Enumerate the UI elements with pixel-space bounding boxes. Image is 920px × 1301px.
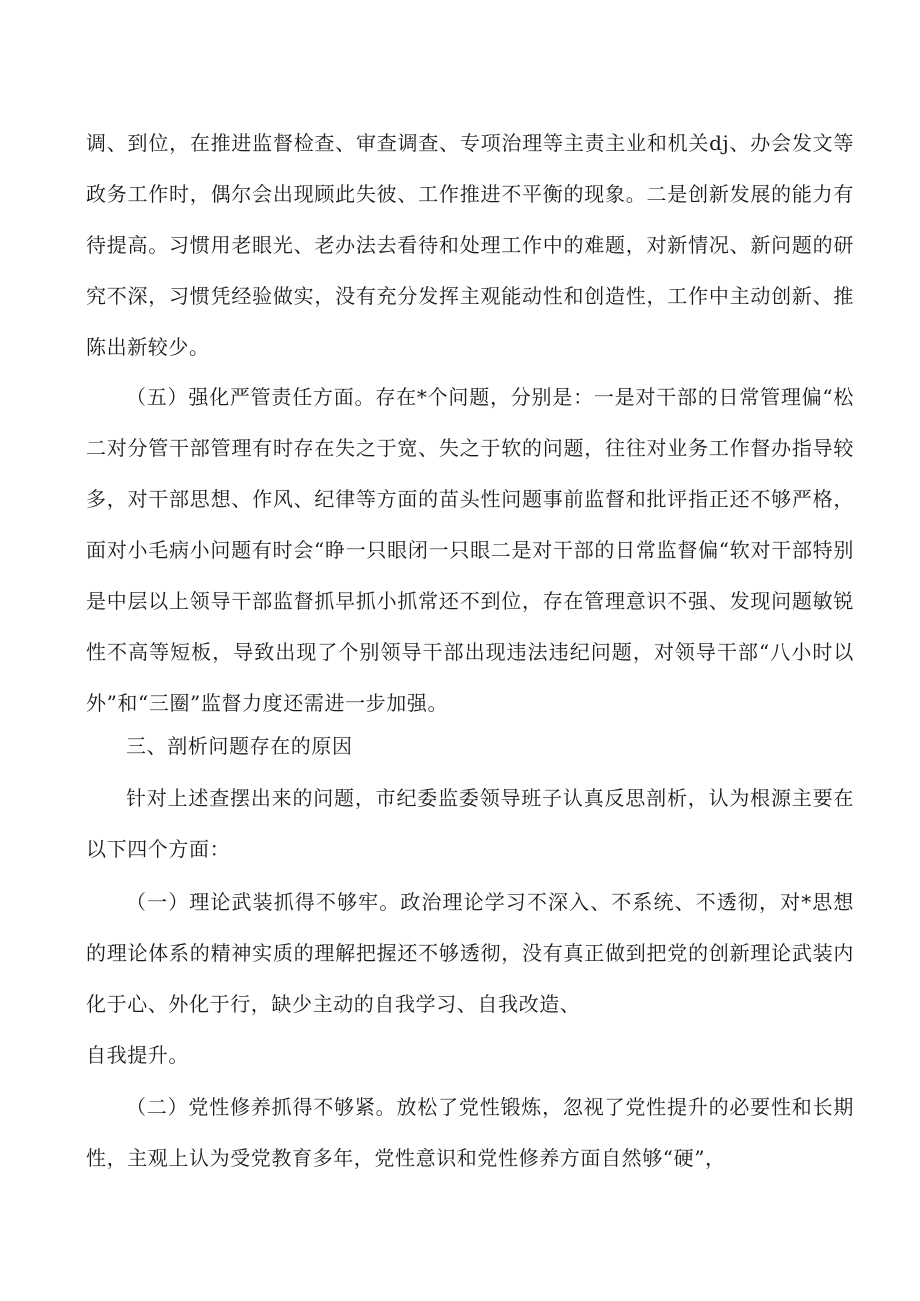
paragraph-self-improvement: 自我提升。 bbox=[86, 1043, 189, 1067]
paragraph-theory-study: （一）理论武装抓得不够牢。政治理论学习不深入、不系统、不透彻，对*思想的理论体系的精神实质的理解把握还不够透彻，没有真正做到把党的创新理论武装内化于心、外化于行，缺少主动的自我学习、自我改造、 bbox=[86, 890, 854, 1016]
paragraph-party-spirit: （二）党性修养抓得不够紧。放松了党性锻炼，忽视了党性提升的必要性和长期性，主观上认为受党教育多年，党性意识和党性修养方面自然够“硬”， bbox=[86, 1095, 854, 1170]
paragraph-work-imbalance: 调、到位，在推进监督检查、审查调查、专项治理等主责主业和机关dj、办会发文等政务工作时，偶尔会出现顾此失彼、工作推进不平衡的现象。二是创新发展的能力有待提高。习惯用老眼光、老办法去看待和处理工作中的难题，对新情况、新问题的研究不深，习惯凭经验做实，没有充分发挥主观能动性和创造性，工作中主动创新、推陈出新较少。 bbox=[86, 131, 854, 359]
paragraph-causes-intro: 针对上述查摆出来的问题，市纪委监委领导班子认真反思剖析，认为根源主要在以下四个方面： bbox=[86, 786, 854, 861]
section-heading-causes: 三、剖析问题存在的原因 bbox=[126, 734, 353, 758]
paragraph-strict-management: （五）强化严管责任方面。存在*个问题，分别是：一是对干部的日常管理偏“松二对分管干部管理有时存在失之于宽、失之于软的问题，往往对业务工作督办指导较多，对干部思想、作风、纪律等方面的苗头性问题事前监督和批评指正还不够严格，面对小毛病小问题有时会“睁一只眼闭一只眼二是对干部的日常监督偏“软对干部特别是中层以上领导干部监督抓早抓小抓常还不到位，存在管理意识不强、发现问题敏锐性不高等短板，导致出现了个别领导干部出现违法违纪问题，对领导干部“八小时以外”和“三圈”监督力度还需进一步加强。 bbox=[86, 385, 854, 715]
